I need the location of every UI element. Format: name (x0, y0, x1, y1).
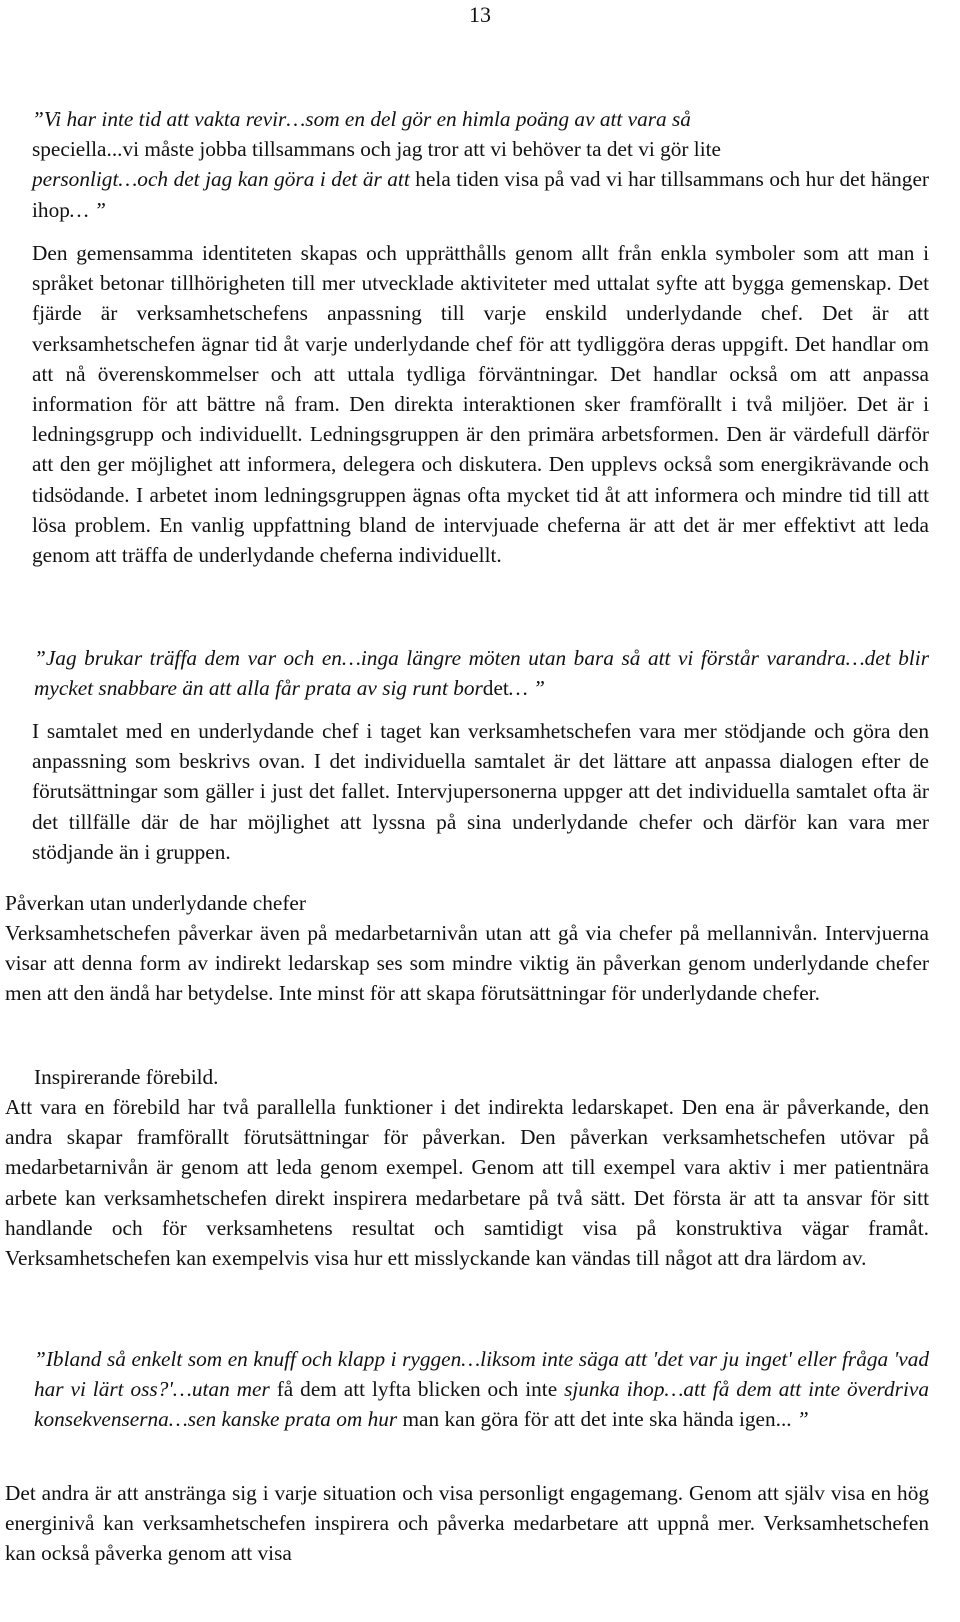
quote-italic: ” (791, 1407, 809, 1432)
quote-italic: … ” (69, 197, 106, 222)
quote-text: man kan göra för att det inte ska hända igen... (397, 1407, 792, 1432)
quote-italic: ”Vi har inte tid att vakta revir…som en del gör en himla poäng av att vara så (32, 107, 691, 131)
quote-text: speciella...vi måste jobba tillsammans och jag tror att vi behöver ta det vi gör lite (32, 137, 721, 162)
section-heading-2: Inspirerande förebild. (34, 1065, 219, 1089)
quote-text: hela tiden visa på vad vi har tillsammans och hur det hänger ihop (32, 167, 929, 222)
quote-text: det (482, 676, 509, 701)
section-heading-1: Påverkan utan underlydande chefer (5, 891, 306, 915)
quote-italic: ”Jag brukar träffa dem var och en…inga längre möten utan bara så att vi förstår varandra…det blir mycket snabbare än att alla får prata av sig runt bor (34, 646, 929, 701)
quote-italic: ”Ibland så enkelt som en knuff och klapp i ryggen…liksom inte säga att 'det var ju inget' eller fråga 'vad har vi lärt oss?'…utan mer (34, 1347, 929, 1402)
quote-paragraph-3 (34, 1344, 929, 1435)
quote-italic: sjunka ihop…att få dem att inte överdriva konsekvenserna…sen kanske prata om hur (34, 1377, 929, 1432)
page-number: 13 (469, 2, 491, 27)
quote-paragraph-2 (34, 643, 929, 703)
body-paragraph-4: Att vara en förebild har två parallella funktioner i det indirekta ledarskapet. Den ena är påverkande, den andra skapar framförallt förutsättningar för påverkan. Den påverkan verksamhetschefen utövar på medarbetarnivån är genom att leda genom exempel. Genom att till exempel vara aktiv i mer patientnära arbete kan verksamhetschefen direkt inspirera medarbetare på två sätt. Det första är att ta ansvar för sitt handlande och för verksamhetens resultat och samtidigt visa på konstruktiva vägar framåt. Verksamhetschefen kan exempelvis visa hur ett misslyckande kan vändas till något att dra lärdom av. (5, 1095, 929, 1271)
body-paragraph-1: Den gemensamma identiteten skapas och upprätthålls genom allt från enkla symboler som att man i språket betonar tillhörigheten till mer utvecklade aktiviteter med uttalat syfte att bygga gemenskap. Det fjärde är verksamhetschefens anpassning till varje enskild underlydande chef. Det är att verksamhetschefen ägnar tid åt varje underlydande chef för att tydliggöra deras uppgift. Det handlar om att nå överenskommelser och att uttala tydliga förväntningar. Det handlar också om att anpassa information för att bättre nå fram. Den direkta interaktionen sker framförallt i två miljöer. Det är i ledningsgrupp och individuellt. Ledningsgruppen är den primära arbetsformen. Den är värdefull därför att den ger möjlighet att informera, delegera och diskutera. Den upplevs också som energikrävande och tidsödande. I arbetet inom ledningsgruppen ägnas ofta mycket tid åt att informera och mindre tid till att lösa problem. En vanlig uppfattning bland de intervjuade cheferna är att det är mer effektivt att leda genom att träffa de underlydande cheferna individuellt. (32, 241, 929, 568)
quote-text: få dem att lyfta blicken och inte (269, 1377, 565, 1402)
quote-paragraph-1 (32, 104, 929, 225)
body-paragraph-3: Verksamhetschefen påverkar även på medarbetarnivån utan att gå via chefer på mellannivån. Intervjuerna visar att denna form av indirekt ledarskap ses som mindre viktig än påverkan genom underlydande chefer men att den ändå har betydelse. Inte minst för att skapa förutsättningar för underlydande chefer. (5, 921, 929, 1006)
body-paragraph-5: Det andra är att anstränga sig i varje situation och visa personligt engagemang. Genom att själv visa en hög energinivå kan verksamhetschefen inspirera och påverka medarbetare att uppnå mer. Verksamhetschefen kan också påverka genom att visa (5, 1481, 929, 1566)
body-paragraph-2: I samtalet med en underlydande chef i taget kan verksamhetschefen vara mer stödjande och göra den anpassning som beskrivs ovan. I det individuella samtalet är det lättare att anpassa dialogen efter de förutsättningar som gäller i just det fallet. Intervjupersonerna uppger att det individuella samtalet ofta är det tillfälle där de har möjlighet att lyssna på sina underlydande chefer och därför kan vara mer stödjande än i gruppen. (32, 719, 929, 864)
quote-italic: personligt…och det jag kan göra i det är att (32, 167, 410, 192)
quote-italic: … ” (508, 676, 545, 701)
